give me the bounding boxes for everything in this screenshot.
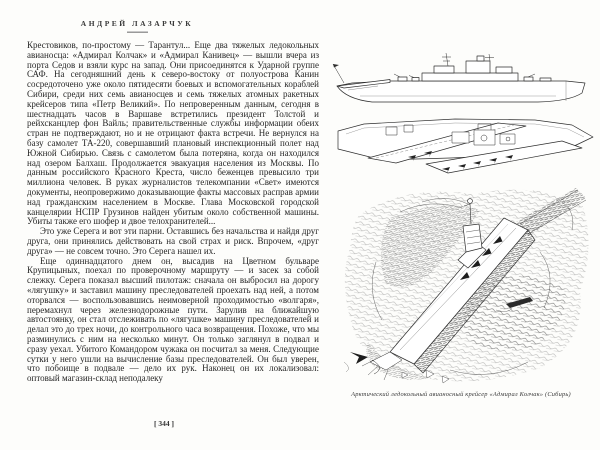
text-column	[27, 41, 319, 384]
body-paragraph: Крестовиков, по-простому — Тарантул... Еще два тяжелых ледокольных авианосца: «Адмирал Колчак» и «Адмирал Канивец» — вышли вчера из порта Седов и взяли курс на запад. Они присоединятся к Ударной группе САФ. На сегодняшний день к северо-востоку от полуострова Канин сосредоточено уже около пятидесяти боевых и вспомогательных кораблей Сибири, среди них семь авианосцев и семь тяжелых атомных ракетных крейсеров типа «Петр Великий». По непроверенным данным, сегодня в шестнадцать часов в Варшаве встретились президент Толстой и рейхсканцлер фон Вайль; правительственные службы информации обеих стран не подтверждают, но и не отрицают факта встречи. Не вернулся на базу самолет ТА-220, совершавший плановый инспекционный полет над Южной Сибирью. Связь с самолетом была потеряна, когда он находился над озером Балхаш. Продолжается эвакуация населения из Москвы. По данным российского Красного Креста, число беженцев превысило три миллиона человек. В руках журналистов телекомпании «Свет» имеются документы, неопровержимо доказывающие факты массовых расправ армии над гражданским населением в Москве. Глава Московской городской канцелярии НСПР Грузинов найден убитым около собственной машины. Убиты также его шофер и двое телохранителей...	[27, 40, 319, 227]
body-paragraph: Еще одиннадцатого днем он, высадив на Цветном бульваре Крупицыных, поехал по проверочному маршруту — и засек за собой слежку. Серега показал высший пилотаж: сначала он выбросил на дорогу «лягушку» и заставил машину преследователей проехать над ней, а потом оторвался — воспользовавшись неимоверной проходимостью «волгаря», перемахнул через железнодорожные пути. Зарулив на ближайшую автостоянку, он стал отслеживать по «лягушке» машину преследователей и делал это до трех ночи, до контрольного часа возвращения. Похоже, что мы разминулись с ним на несколько минут. Он только заглянул в подвал и сразу уехал. Убитого Командором чужака он посчитал за меня. Следующие сутки у него ушли на вычисление базы преследователей. Он был уверен, что побоище в подвале — дело их рук. Наконец он их локализовал: оптовый магазин-склад неподалеку	[27, 255, 319, 384]
page-number: [ 344 ]	[154, 419, 174, 428]
ship-illustration	[330, 52, 596, 390]
ship-perspective-view	[344, 188, 589, 383]
running-header: АНДРЕЙ ЛАЗАРЧУК	[80, 19, 194, 28]
header-ornament-rule	[127, 31, 148, 33]
bow-pennant-icon	[333, 64, 339, 68]
illustration-caption: Арктический ледокольный авианосный крейсер «Адмирал Колчак» (Сибирь)	[351, 391, 571, 398]
ship-plan-view	[338, 119, 593, 173]
ship-side-view	[333, 53, 585, 102]
body-paragraph: Это уже Серега и вот эти парни. Оставшись без начальства и найдя друг друга, они принялись действовать на свой страх и риск. Впрочем, «друг друга» — не совсем точно. Это Серега нашел их.	[27, 226, 319, 256]
